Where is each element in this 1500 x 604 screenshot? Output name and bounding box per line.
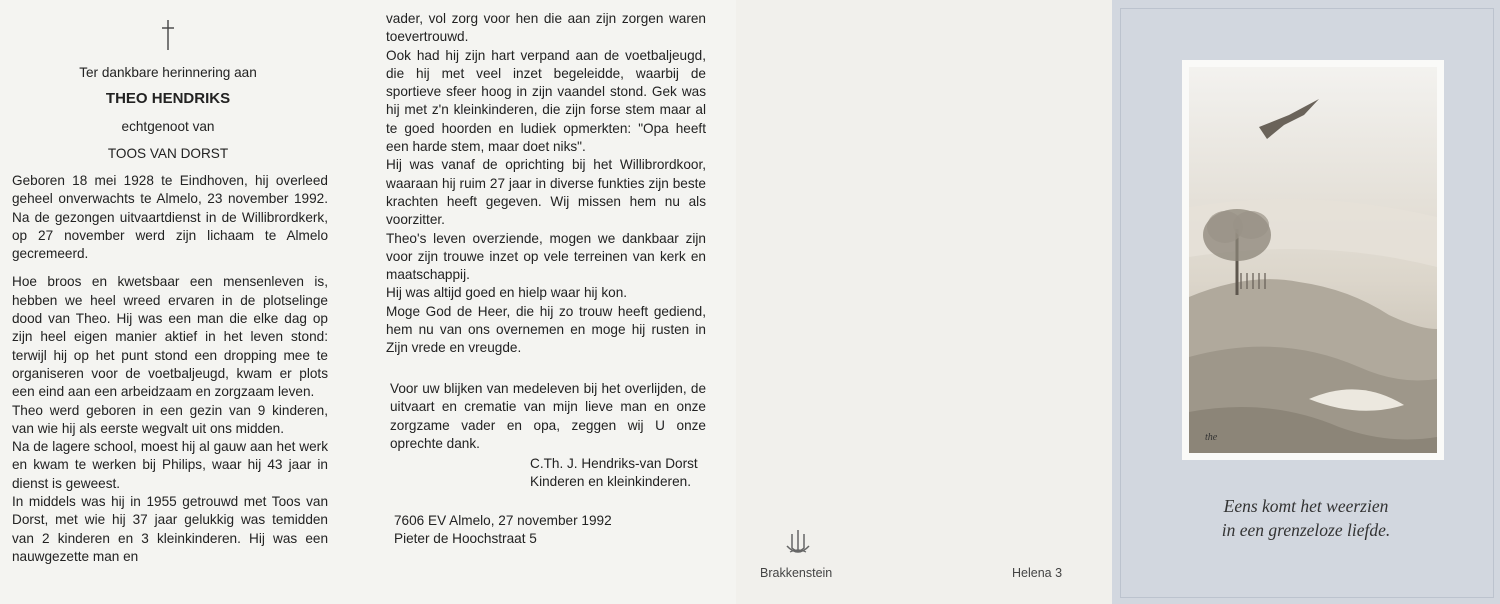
card-back-panel [736,0,1112,604]
address-line-2: Pieter de Hoochstraat 5 [394,531,537,546]
card-series: Helena 3 [1012,566,1063,580]
address-line-1: 7606 EV Almelo, 27 november 1992 [394,513,612,528]
body-paragraph: Ook had hij zijn hart verpand aan de voetbaljeugd, die hij met veel inzet begeleidde, waarbij de sportieve sfeer hoog in zijn vaandel stond. Gek was hij met z'n kleinkinderen, die zijn forse stem maar al te goed hoorden en ludiek opmerkten: "Opa heeft een harde stem, maar doet niks". [386,47,706,155]
thanks-text: Voor uw blijken van medeleven bij het overlijden, de uitvaart en crematie van mijn lieve man en onze zorgzame vader en opa, zeggen wij U onze oprechte dank. [390,381,706,451]
body-paragraph: Hij was vanaf de oprichting bij het Willibrordkoor, waaraan hij ruim 27 jaar in diverse funkties zijn beste krachten heeft gegeven. Wij missen hem nu als voorzitter. [386,157,706,228]
card-middle-panel [370,0,736,604]
illustration-mat [1182,60,1444,460]
publisher-name: Brakkenstein [760,566,833,580]
birth-death-paragraph: Geboren 18 mei 1928 te Eindhoven, hij overleed geheel onverwachts te Almelo, 23 november 1992. Na de gezongen uitvaartdienst in de Willibrordkerk, op 27 november werd zijn lichaam te Almelo gecremeerd. [12,173,328,262]
thanks-paragraph [390,380,706,453]
quote-line-2: in een grenzeloze liefde. [1221,520,1391,540]
relation-text: echtgenoot van [121,119,215,134]
body-paragraph: Na de lagere school, moest hij al gauw aan het werk en kwam te werken bij Philips, waar hij 43 jaar in dienst is geweest. [12,439,328,491]
quote-line-1: Eens komt het weerzien [1223,496,1389,516]
body-paragraph: Moge God de Heer, die hij zo trouw heeft gediend, hem nu van ons overnemen en moge hij rusten in Zijn vrede en vreugde. [386,303,706,356]
cross-icon [158,18,178,52]
signature-line-1: C.Th. J. Hendriks-van Dorst [530,456,698,471]
body-paragraph: vader, vol zorg voor hen die aan zijn zorgen waren toevertrouwd. [386,11,706,45]
intro-text: Ter dankbare herinnering aan [79,65,257,80]
card-left-panel [0,0,370,604]
body-paragraph: Hij was altijd goed en hielp waar hij kon. [386,285,628,301]
body-paragraph: In middels was hij in 1955 getrouwd met Toos van Dorst, met wie hij 37 jaar gelukkig was temidden van 2 kinderen en 3 kleinkinderen. Hij was een nauwgezette man en [12,494,328,564]
deceased-name: THEO HENDRIKS [105,90,231,107]
landscape-illustration [1189,67,1437,453]
publisher-logo-icon [784,528,812,558]
card-front-panel [1112,0,1500,604]
signature-line-2: Kinderen en kleinkinderen. [530,474,691,489]
body-paragraph: Hoe broos en kwetsbaar een mensenleven is, hebben we heel wreed ervaren in de plotselinge dood van Theo. Hij was een man die elke dag op zijn heel eigen manier aktief in het leven stond: terwijl hij op het punt stond een dropping mee te organiseren voor de voetbaljeugd, kwam er plots een eind aan een arbeidzaam en zorgzaam leven. [12,274,328,400]
spouse-name: TOOS VAN DORST [107,146,229,161]
left-text-body [12,172,328,566]
middle-text-body [386,10,706,358]
body-paragraph: Theo werd geboren in een gezin van 9 kinderen, van wie hij als eerste wegvalt uit ons midden. [12,402,328,436]
artist-signature: the [1205,432,1218,443]
body-paragraph: Theo's leven overziende, mogen we dankbaar zijn voor zijn trouwe inzet op vele terreinen van kerk en maatschappij. [386,230,706,283]
